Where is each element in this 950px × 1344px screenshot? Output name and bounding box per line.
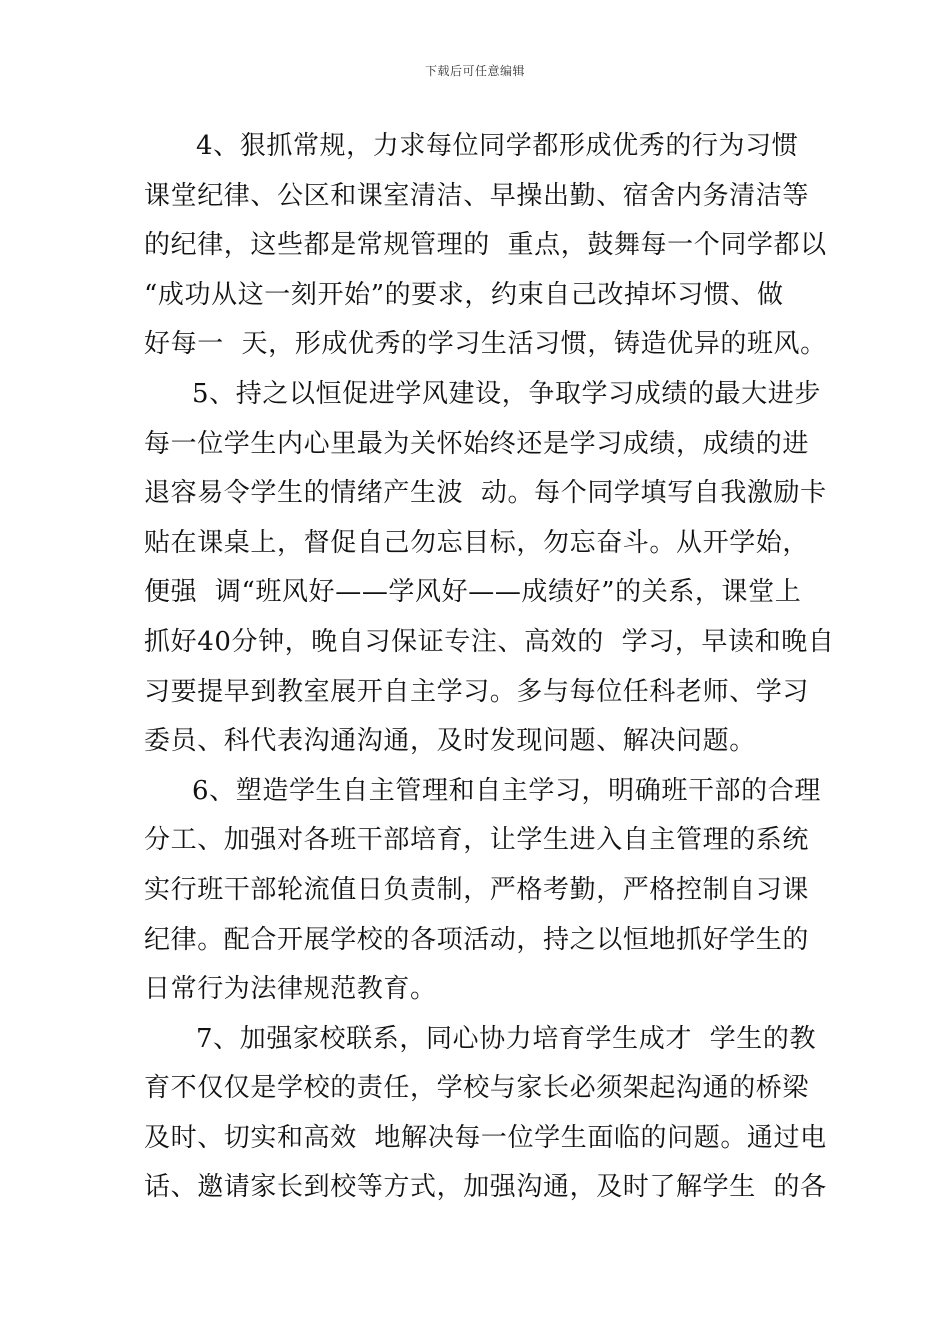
- text-line: “成功从这一刻开始”的要求，约束自己改掉坏习惯、做: [144, 279, 784, 310]
- text-line: 实行班干部轮流值日负责制，严格考勤，严格控制自习课: [144, 874, 810, 905]
- text-line: 5、持之以恒促进学风建设，争取学习成绩的最大进步: [192, 378, 821, 409]
- paragraph-4: [144, 122, 827, 370]
- text-line: 课堂纪律、公区和课室清洁、早操出勤、宿舍内务清洁等: [144, 180, 810, 211]
- text-line: 习要提早到教室展开自主学习。多与每位任科老师、学习: [144, 676, 810, 707]
- text-line: 委员、科代表沟通沟通，及时发现问题、解决问题。: [144, 726, 756, 757]
- text-line: 抓好40分钟，晚自习保证专注、高效的 学习，早读和晚自: [144, 626, 835, 657]
- text-line: 退容易令学生的情绪产生波 动。每个同学填写自我激励卡: [144, 478, 827, 509]
- paragraph-7: [144, 1015, 827, 1213]
- text-line: 的纪律，这些都是常规管理的 重点，鼓舞每一个同学都以: [144, 230, 827, 261]
- paragraph-6: [144, 767, 821, 1015]
- paragraph-5: [144, 370, 835, 767]
- text-line: 7、加强家校联系，同心协力培育学生成才 学生的教: [196, 1023, 817, 1054]
- text-line: 每一位学生内心里最为关怀始终还是学习成绩，成绩的进: [144, 428, 810, 459]
- text-line: 分工、加强对各班干部培育，让学生进入自主管理的系统: [144, 825, 810, 856]
- text-line: 话、邀请家长到校等方式，加强沟通，及时了解学生 的各: [144, 1172, 827, 1203]
- page-header: 下载后可任意编辑: [424, 64, 525, 78]
- text-line: 日常行为法律规范教育。: [144, 974, 437, 1005]
- text-line: 好每一 天，形成优秀的学习生活习惯，铸造优异的班风。: [144, 329, 827, 360]
- text-line: 纪律。配合开展学校的各项活动，持之以恒地抓好学生的: [144, 924, 810, 955]
- text-line: 育不仅仅是学校的责任，学校与家长必须架起沟通的桥梁: [144, 1073, 810, 1104]
- text-line: 及时、切实和高效 地解决每一位学生面临的问题。通过电: [144, 1122, 827, 1153]
- text-line: 贴在课桌上，督促自己勿忘目标，勿忘奋斗。从开学始，: [144, 527, 810, 558]
- text-line: 4、狠抓常规，力求每位同学都形成优秀的行为习惯: [196, 131, 799, 161]
- document-body: [144, 122, 835, 1213]
- text-line: 便强 调“班风好——学风好——成绩好”的关系，课堂上: [144, 577, 802, 608]
- text-line: 6、塑造学生自主管理和自主学习，明确班干部的合理: [192, 775, 821, 806]
